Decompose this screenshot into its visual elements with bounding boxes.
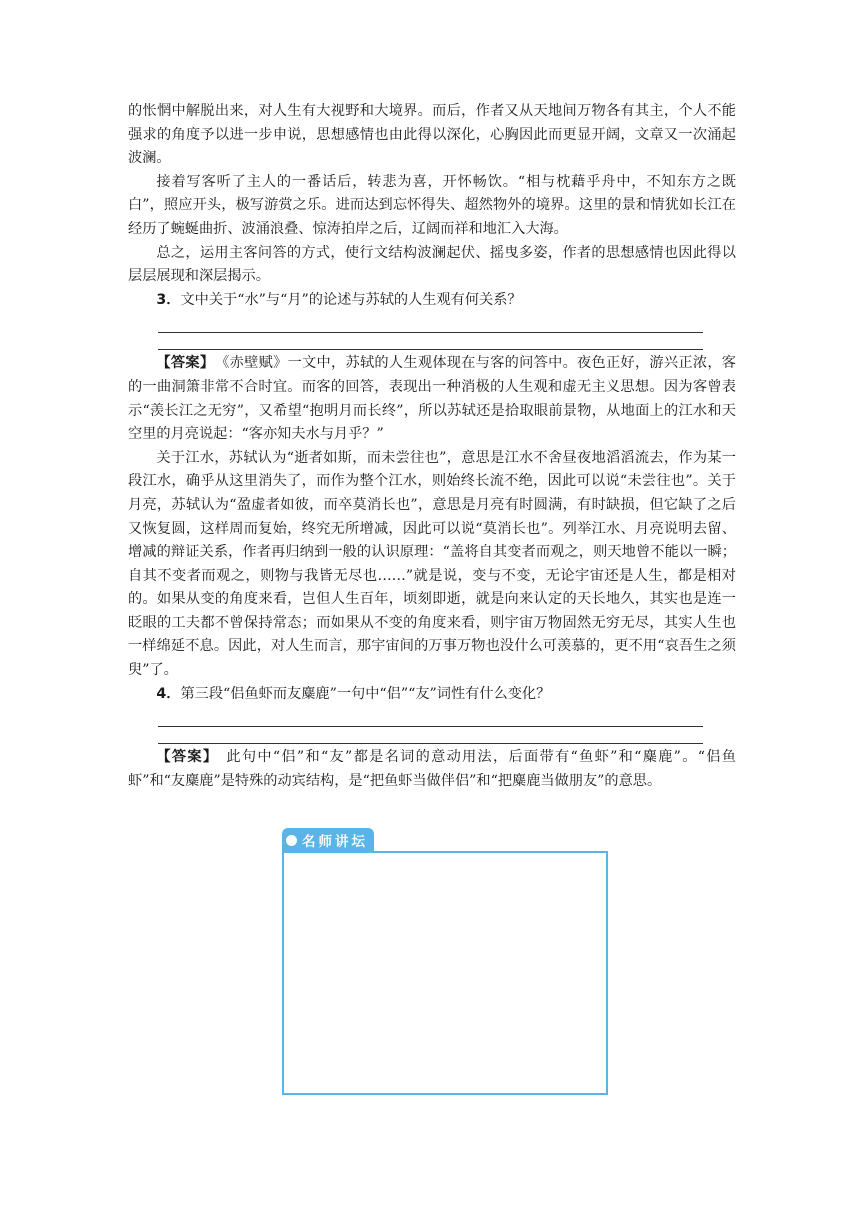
question-text: 第三段“侣鱼虾而友麋鹿”一句中“侣”“友”词性有什么变化？ [180, 685, 551, 702]
answer-line[interactable] [158, 727, 703, 744]
text-paragraph: 总之，运用主客问答的方式，使行文结构波澜起伏、摇曳多姿，作者的思想感情也因此得以层层展现和深层揭示。 [128, 244, 736, 285]
document-page [128, 100, 736, 793]
answer-block-4 [128, 746, 736, 793]
text-paragraph: 的怅惘中解脱出来，对人生有大视野和大境界。而后，作者又从天地间万物各有其主，个人不能强求的角度予以进一步申说，思想感情也由此得以深化，心胸因此而更显开阔，文章又一次涌起波澜。 [128, 103, 736, 167]
question-text: 文中关于“水”与“月”的论述与苏轼的人生观有何关系？ [180, 291, 522, 308]
panel-content-box[interactable] [282, 851, 608, 1095]
answer-paragraph: 关于江水，苏轼认为“逝者如斯，而未尝往也”，意思是江水不舍昼夜地滔滔流去，作为某一段江水，确乎从这里消失了，而作为整个江水，则始终长流不绝，因此可以说“未尝往也”。关于月亮，苏轼认为“盈虚者如彼，而卒莫消长也”，意思是月亮有时圆满，有时缺损，但它缺了之后又恢复圆，这样周而复始，终究无所增减，因此可以说“莫消长也”。列举江水、月亮说明去留、增减的辩证关系，作者再归纳到一般的认识原理：“盖将自其变者而观之，则天地曾不能以一瞬；自其不变者而观之，则物与我皆无尽也……”就是说，变与不变，无论宇宙还是人生，都是相对的。如果从变的角度来看，岂但人生百年，顷刻即逝，就是向来认定的天长地久，其实也是连一眨眼的工夫都不曾保持常态；而如果从不变的角度来看，则宇宙万物固然无穷无尽，其实人生也一样绵延不息。因此，对人生而言，那宇宙间的万事万物也没什么可羡慕的，更不用“哀吾生之须臾”了。 [128, 449, 736, 679]
bullet-dot-icon [286, 835, 297, 846]
teacher-forum-panel [282, 828, 608, 1094]
answer-paragraph [128, 352, 736, 446]
question-4 [128, 683, 736, 707]
answer-lines [128, 710, 736, 744]
panel-tab [282, 828, 374, 852]
answer-block-3 [128, 352, 736, 682]
panel-title: 名师讲坛 [302, 834, 368, 850]
answer-text: 此句中“侣”和“友”都是名词的意动用法，后面带有“鱼虾”和“麋鹿”。“侣鱼虾”和“友麋鹿”是特殊的动宾结构，是“把鱼虾当做伴侣”和“把麋鹿当做朋友”的意思。 [128, 749, 736, 789]
answer-line[interactable] [158, 710, 703, 727]
answer-line[interactable] [158, 333, 703, 350]
question-3 [128, 289, 736, 313]
answer-lines [128, 316, 736, 350]
answer-paragraph [128, 746, 736, 793]
answer-label: 【答案】 [156, 749, 219, 766]
answer-text: 《赤壁赋》一文中，苏轼的人生观体现在与客的问答中。夜色正好，游兴正浓，客的一曲洞箫非常不合时宜。而客的回答，表现出一种消极的人生观和虚无主义思想。因为客曾表示“羡长江之无穷”，又希望“抱明月而长终”，所以苏轼还是拾取眼前景物，从地面上的江水和天空里的月亮说起：“客亦知夫水与月乎？” [128, 355, 736, 443]
question-number: 4． [156, 685, 181, 702]
answer-label: 【答案】 [156, 355, 215, 372]
answer-line[interactable] [158, 316, 703, 333]
question-number: 3． [156, 291, 181, 308]
text-paragraph: 接着写客听了主人的一番话后，转悲为喜，开怀畅饮。“相与枕藉乎舟中，不知东方之既白”，照应开头，极写游赏之乐。进而达到忘怀得失、超然物外的境界。这里的景和情犹如长江在经历了蜿蜒曲折、波涌浪叠、惊涛拍岸之后，辽阔而祥和地汇入大海。 [128, 173, 736, 237]
